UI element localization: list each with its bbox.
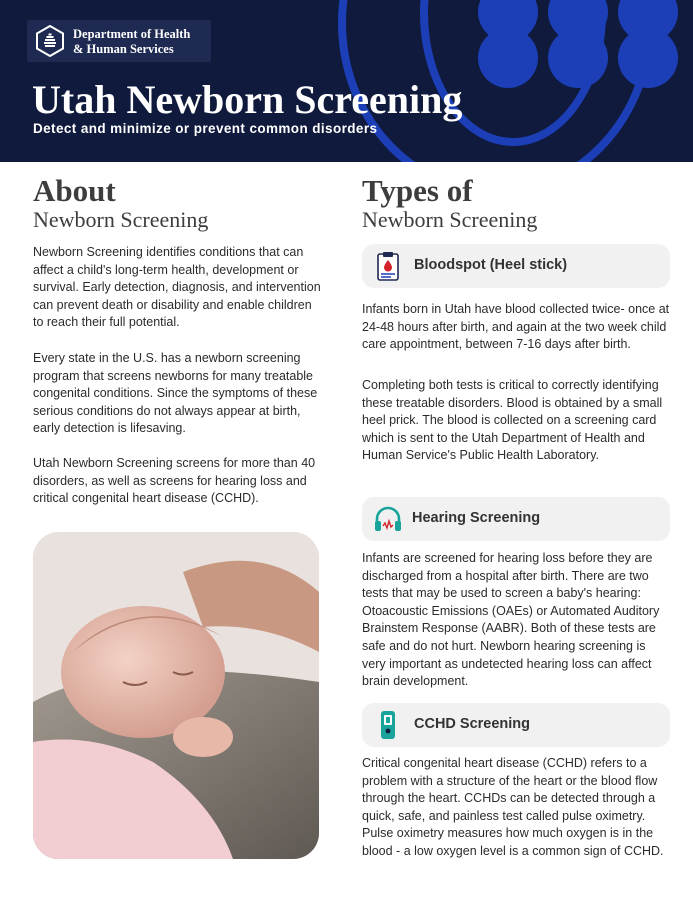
cchd-section-header: [362, 703, 670, 747]
cchd-paragraph: Critical congenital heart disease (CCHD) refers to a problem with a structure of the heart or the blood flow through the heart. CCHDs can be detected through a quick, safe, and painless test called pulse oximetry. Pulse oximetry measures how much oxygen is in the blood - a low oxygen level is a common sign of CCHD.: [362, 756, 664, 858]
decorative-circle: [548, 28, 608, 88]
types-subheading: Newborn Screening: [362, 207, 538, 232]
about-heading: About: [33, 173, 116, 208]
decorative-circle: [478, 28, 538, 88]
decorative-circle: [618, 28, 678, 88]
hearing-section-header: [362, 497, 670, 541]
about-paragraph-1: Newborn Screening identifies conditions that can affect a child's long-term health, development or survival. Early detection, diagnosis, and intervention can prevent death or disability and enable children to reach their full potential.: [33, 245, 321, 330]
logo-text-line1: Department of Health: [73, 27, 191, 41]
hearing-title: Hearing Screening: [412, 510, 541, 526]
page-subtitle: Detect and minimize or prevent common disorders: [33, 121, 378, 136]
bloodspot-title: Bloodspot (Heel stick): [414, 257, 568, 273]
header-banner: [0, 0, 693, 162]
bloodspot-section-header: [362, 244, 670, 288]
about-paragraph-2: Every state in the U.S. has a newborn screening program that screens newborns for many treatable congenital conditions. Since the symptoms of these serious conditions do not always appear at birth, early detection is lifesaving.: [33, 351, 318, 436]
headphones-icon: [372, 503, 404, 535]
department-logo[interactable]: [27, 20, 211, 62]
types-heading: Types of: [362, 173, 473, 208]
bloodspot-paragraph-2: Completing both tests is critical to correctly identifying these treatable disorders. Blood is obtained by a small heel prick. The blood is collected on a screening card which is sent to the Utah Department of Health and Human Service's Public Health Laboratory.: [362, 378, 663, 463]
beehive-hexagon-icon: [34, 25, 66, 57]
about-paragraph-3: Utah Newborn Screening screens for more than 40 disorders, as well as screens for hearing loss and critical congenital heart disease (CCHD).: [33, 456, 316, 506]
hearing-paragraph: Infants are screened for hearing loss before they are discharged from a hospital after birth. There are two tests that may be used to screen a baby's hearing: Otoacoustic Emissions (OAEs) or Automated Auditory Brainstem Response (AABR). Both of these tests are safe and do not hurt. Newborn hearing screening is very important as undetected hearing loss can affect brain development.: [362, 551, 660, 689]
page-title: Utah Newborn Screening: [32, 77, 463, 122]
pulse-oximeter-icon: [372, 709, 404, 741]
sleeping-newborn-photo: [33, 532, 319, 859]
clipboard-blood-drop-icon: [372, 250, 404, 282]
bloodspot-paragraph-1: Infants born in Utah have blood collected twice- once at 24-48 hours after birth, and again at the two week child care appointment, between 7-16 days after birth.: [362, 302, 670, 352]
about-subheading: Newborn Screening: [33, 207, 209, 232]
logo-text-line2: & Human Services: [73, 42, 174, 56]
cchd-title: CCHD Screening: [414, 716, 531, 732]
